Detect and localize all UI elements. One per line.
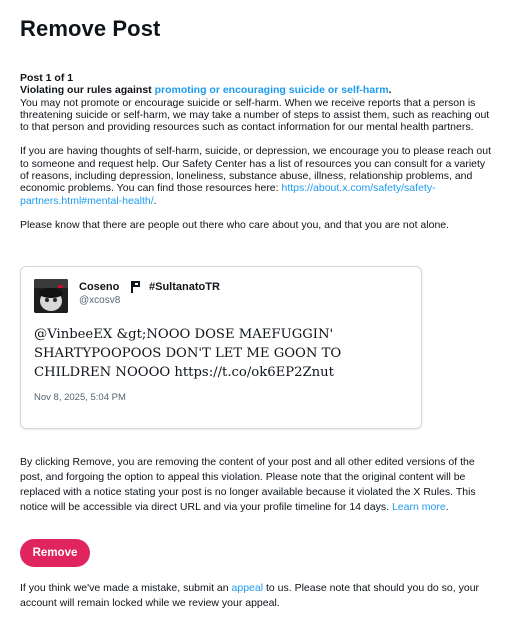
violation-details — [20, 72, 492, 231]
not-alone-text: Please know that there are people out there who care about you, and that you are not alone. — [20, 218, 450, 231]
safety-partners-link[interactable]: https://about.x.com/safety/safety-partners.html#mental-health/ — [20, 182, 436, 207]
removal-info — [20, 455, 492, 515]
help-text: If you are having thoughts of self-harm, suicide, or depression, we encourage you to please reach out to someone and request help. Our Safety Center has a list of resources you can consult for a variety of reasons, including depression, loneliness, substance abuse, illness, relationship problems, and economic problems. You can find those resources here: — [20, 145, 492, 195]
author-name[interactable]: Coseno — [79, 281, 120, 293]
appeal-prefix: If you think we've made a mistake, submit an — [20, 582, 232, 594]
author-badge: #SultanatoTR — [149, 281, 220, 293]
flag-icon — [130, 281, 142, 293]
help-paragraph — [20, 145, 492, 206]
post-card — [20, 266, 422, 429]
page-title: Remove Post — [20, 16, 161, 41]
post-counter: Post 1 of 1 — [20, 72, 74, 84]
post-timestamp[interactable]: Nov 8, 2025, 5:04 PM — [34, 392, 126, 403]
violation-rule-link[interactable]: promoting or encouraging suicide or self-harm — [154, 84, 389, 97]
rule-description: You may not promote or encourage suicide or self-harm. When we receive reports that a person is threatening suicide or self-harm, we may take a number of steps to assist them, such as reaching out to that person and providing resources such as contact information for our mental health partners. — [20, 96, 490, 134]
violation-suffix: . — [388, 84, 392, 97]
appeal-link[interactable]: appeal — [231, 582, 264, 594]
learn-more-link[interactable]: Learn more — [391, 501, 446, 513]
remove-button[interactable]: Remove — [20, 539, 90, 567]
avatar[interactable] — [34, 279, 68, 313]
appeal-suffix: to us. Please note that should you do so, your account will remain locked while we review your appeal. — [20, 582, 480, 609]
appeal-info — [20, 581, 492, 611]
author-handle[interactable]: @xcosv8 — [79, 295, 121, 306]
violation-line — [20, 84, 492, 96]
avatar-image-icon — [34, 279, 68, 313]
help-suffix: . — [153, 194, 157, 207]
removal-info-text: By clicking Remove, you are removing the content of your post and all other edited versions of the post, and forgoing the option to appeal this violation. Please note that the original content will be replaced with a notice stating your post is no longer available because it violated the X Rules. This notice will be accessible via direct URL and via your profile timeline for 14 days. — [20, 456, 476, 513]
post-text: @VinbeeEX &gt;NOOO DOSE MAEFUGGIN' SHARTYPOOPOOS DON'T LET ME GOON TO CHILDREN NOOOO https://t.co/ok6EP2Znut — [34, 327, 342, 380]
violation-prefix: Violating our rules against — [20, 84, 155, 97]
learn-more-suffix: . — [445, 501, 449, 513]
